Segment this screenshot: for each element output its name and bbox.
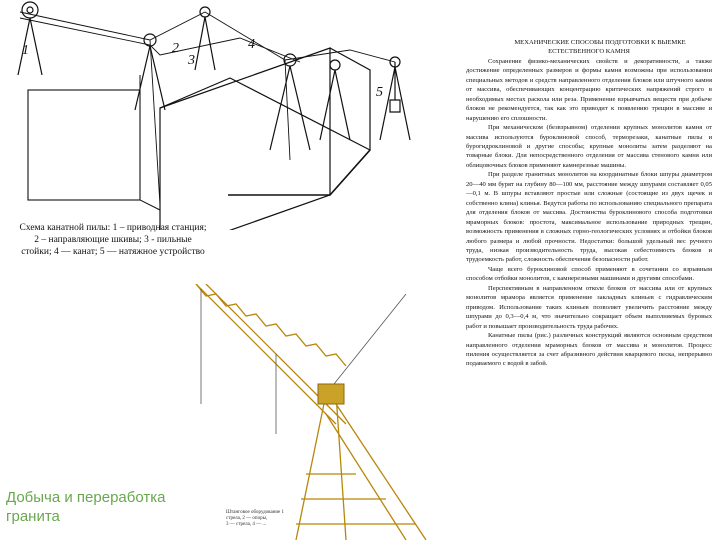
paragraph: Сохранение физико-механических свойств и декоративности, а также достижение определенных размеров и формы камня возможны при использовании специальных методов и средств направленного отделения блоков или штучного камня от массива, обеспечивающих концентрацию критических напряжений строго в необходимых местах раскола или реза. Применение взрывчатых веществ при добыче блоков не рекомендуется, так как это приводит к появлению трещин в массиве и нарушению его сплошности.	[466, 57, 712, 122]
crane-note: Штанговое оборудование 1 стрела, 2 — опоры, 3 — стрела, 4 — ...	[226, 510, 285, 527]
paragraph: При разделе гранитных монолитов на координатные блоки шпуры диаметром 20—40 мм бурят на глубину 80—100 мм, расстояние между шпурами составляет 0,05—0,1 м. В шпуры вставляют простые или сложные (состоящие из двух щечек и собственно клина) клинья. Ведутся работы по использованию специального препарата для отделения блоков от массива. Достоинства буроклинового способа подготовки мраморных блоков: простота, максимальное использование природных трещин, возможность применения в сложных горно-геологических условиях и отбойки блоков любого размера и любой прочности. Недостатки: большой удельный вес ручного труда, низкая производительность труда, высокая себестоимость блоков и трудоемкость работ, сложность обеспечения безопасности работ.	[466, 171, 712, 264]
label-2: 2	[172, 41, 179, 56]
paragraph: При механическом (безвзрывном) отделении крупных монолитов камня от массива используются буроклиновой способ, терморезаки, канатные пилы и бурогидроклиновой и другие способы; крупные монолиты затем разделяют на товарные блоки. Для непосредственного отделения от массива стенового камня или облицовочных блоков применяют камнерезные машины.	[466, 124, 712, 169]
diagram-caption: Схема канатной пилы: 1 – приводная станция; 2 – направляющие шкивы; 3 - пильные стойки; 4 — канат; 5 — натяжное устройство	[19, 223, 207, 257]
paragraph: Канатные пилы (рис.) различных конструкций являются основным средством направленного отделения мраморных блоков от массива и монолитов. Процесс пиления осуществляется за счет абразивного действия кварцевого песка, непрерывно подаваемого с водой в забой.	[466, 332, 712, 368]
crane-illustration	[186, 284, 432, 540]
label-3: 3	[188, 53, 195, 68]
paragraph: Чаще всего буроклиновой способ применяют в сочетании со взрывным способом отбойки монолитов, с камнерезными машинами и другими способами.	[466, 265, 712, 283]
paragraph: Перспективным в направленном отколе блоков от массива или от крупных монолитов мрамора является применение закладных клиньев с гидравлическим приводом. Использование таких клиньев позволяет увеличить расстояние между шпурами до 0,3—0,4 м, что значительно сокращает объем выполняемых буровых работ и повышает производительность труда рабочих.	[466, 284, 712, 330]
label-1: 1	[22, 43, 29, 58]
slide-title: Добыча и переработка гранита	[6, 489, 166, 525]
text-heading: МЕХАНИЧЕСКИЕ СПОСОБЫ ПОДГОТОВКИ К ВЫЕМКЕ ЕСТЕСТВЕННОГО КАМНЯ	[514, 39, 686, 56]
stone-block	[160, 48, 330, 230]
crane-mast	[296, 394, 426, 540]
drive-pulley	[22, 2, 38, 18]
label-5: 5	[376, 85, 383, 100]
label-4: 4	[248, 37, 255, 52]
rope	[20, 12, 395, 62]
cut-slot	[140, 75, 160, 210]
crane-cab	[318, 384, 344, 404]
text-column	[466, 38, 712, 538]
rope-saw-diagram	[0, 0, 460, 230]
